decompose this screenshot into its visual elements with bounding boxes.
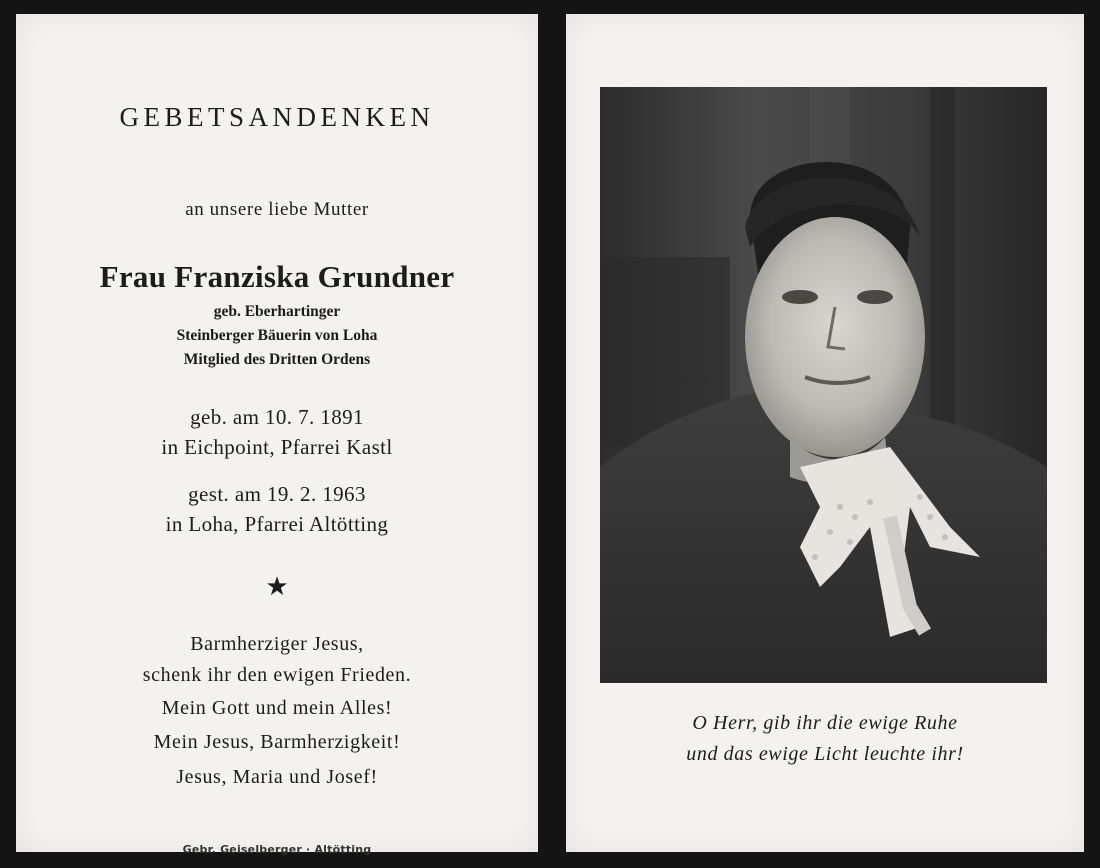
birth-date: geb. am 10. 7. 1891 (190, 405, 364, 429)
prayer-line: Barmherziger Jesus, (190, 633, 364, 655)
caption-line: O Herr, gib ihr die ewige Ruhe (692, 712, 958, 734)
dedication: an unsere liebe Mutter (185, 199, 369, 220)
death-date: gest. am 19. 2. 1963 (188, 482, 366, 506)
portrait-photo (600, 87, 1047, 683)
death-place: in Loha, Pfarrei Altötting (165, 512, 389, 536)
heading: GEBETSANDENKEN (119, 102, 435, 132)
prayer-line: Mein Jesus, Barmherzigkeit! (153, 731, 401, 753)
deceased-name: Frau Franziska Grundner (99, 259, 455, 294)
prayer-line: Jesus, Maria und Josef! (176, 766, 378, 788)
prayer-line: Mein Gott und mein Alles! (161, 697, 393, 719)
occupation: Steinberger Bäuerin von Loha (176, 327, 378, 344)
star-icon: ★ (265, 572, 289, 602)
birth-place: in Eichpoint, Pfarrei Kastl (161, 435, 393, 459)
caption-line: und das ewige Licht leuchte ihr! (686, 743, 964, 765)
membership: Mitglied des Dritten Ordens (183, 351, 371, 368)
memorial-card-text-panel (16, 14, 538, 856)
prayer-line: schenk ihr den ewigen Frieden. (142, 664, 412, 686)
printer-credit: Gebr. Geiselberger · Altötting (182, 843, 372, 856)
maiden-name: geb. Eberhartinger (213, 303, 341, 320)
